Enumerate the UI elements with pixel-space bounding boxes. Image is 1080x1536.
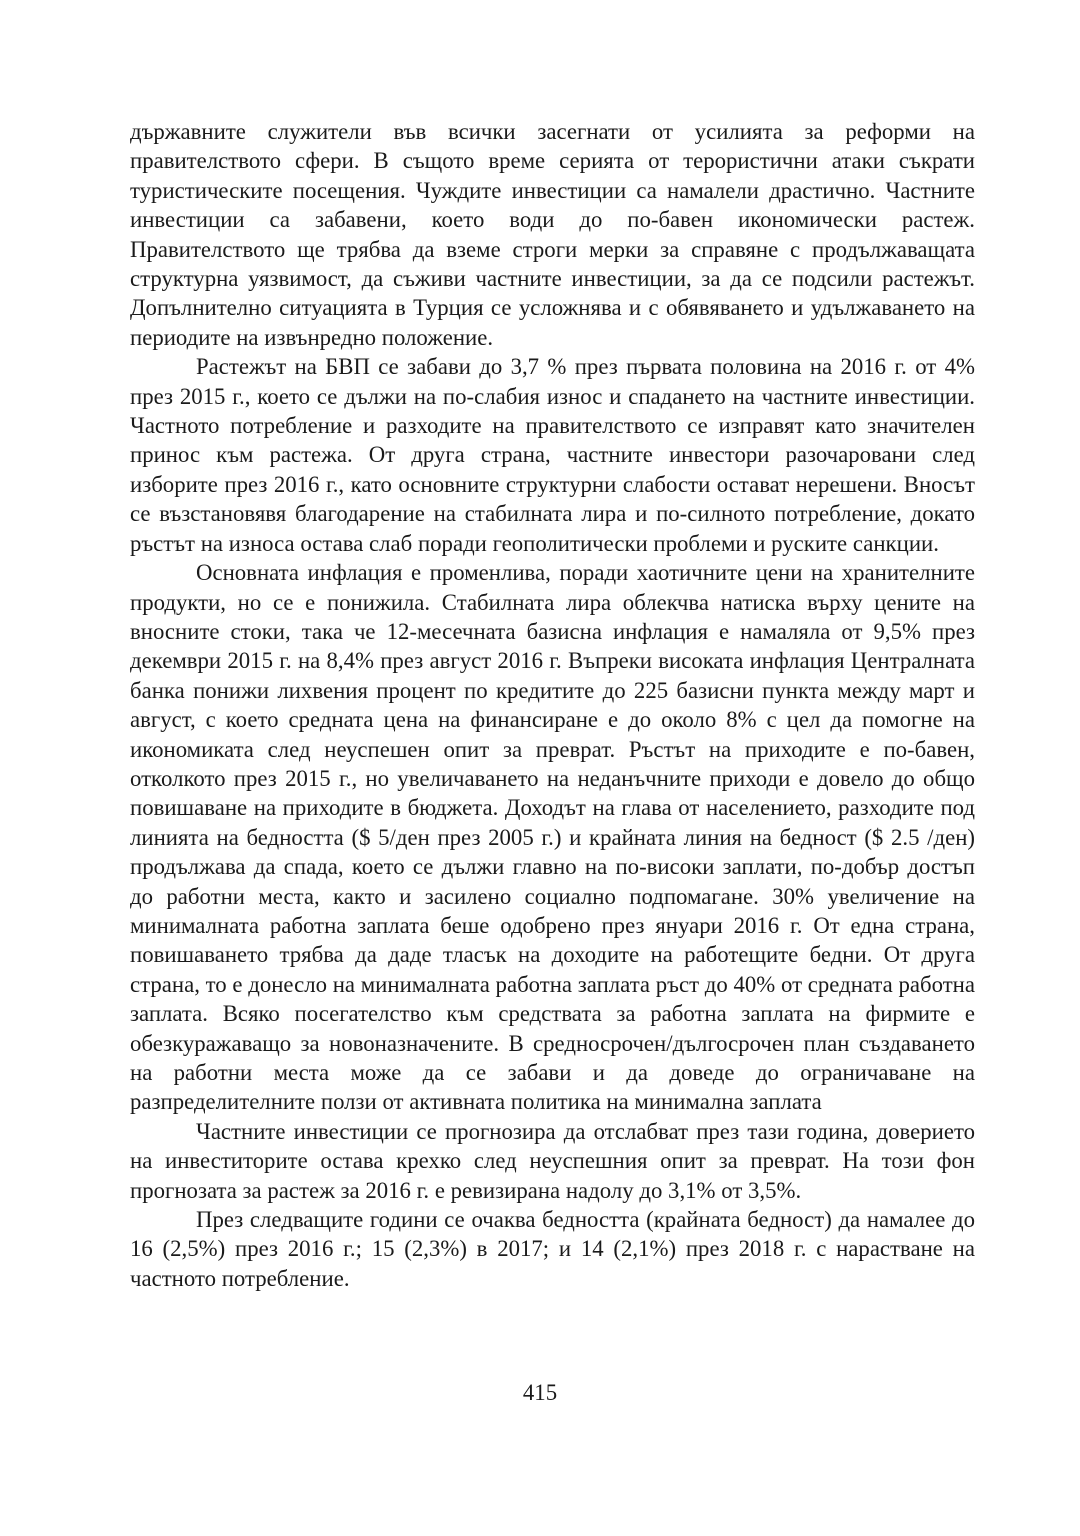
paragraph-5: През следващите години се очаква бедността (крайната бедност) да намалее до 16 (2,5%) през 2016 г.; 15 (2,3%) в 2017; и 14 (2,1%) през 2018 г. с нарастване на частното потребление.	[130, 1207, 975, 1291]
page-body	[130, 117, 975, 1293]
page-number: 415	[522, 1380, 558, 1405]
paragraph-3: Основната инфлация е променлива, поради хаотичните цени на хранителните продукти, но се е понижила. Стабилната лира облекчва натиска върху цените на вносните стоки, така че 12-месечната базисна инфлация е намаляла от 9,5% през декември 2015 г. на 8,4% през август 2016 г. Въпреки високата инфлация Централната банка понижи лихвения процент по кредитите до 225 базисни пункта между март и август, с което средната цена на финансиране е до около 8% с цел да помогне на икономиката след неуспешен опит за преврат. Ръстът на приходите е по-бавен, отколкото през 2015 г., но увеличаването на неданъчните приходи е довело до общо повишаване на приходите в бюджета. Доходът на глава от населението, разходите под линията на бедността ($ 5/ден през 2005 г.) и крайната линия на бедност ($ 2.5 /ден) продължава да спада, което се дължи главно на по-високи заплати, по-добър достъп до работни места, както и засилено социално подпомагане. 30% увеличение на минималната работна заплата беше одобрено през януари 2016 г. От една страна, повишаването трябва да даде тласък на доходите на работещите бедни. От друга страна, то е донесло на минималната работна заплата ръст до 40% от средната работна заплата. Всяко посегателство към средствата за работна заплата на фирмите е обезкуражаващо за новоназначените. В средносрочен/дългосрочен план създаването на работни места може да се забави и да доведе до ограничаване на разпределителните ползи от активната политика на минимална заплата	[130, 560, 975, 1115]
paragraph-1: държавните служители във всички засегнати от усилията за реформи на правителството сфери. В същото време серията от терористични атаки съкрати туристическите посещения. Чуждите инвестиции са намалели драстично. Частните инвестиции са забавени, което води до по-бавен икономически растеж. Правителството ще трябва да вземе строги мерки за справяне с продължаващата структурна уязвимост, да съживи частните инвестиции, за да се подсили растежът. Допълнително ситуацията в Турция се усложнява и с обявяването и удължаването на периодите на извънредно положение.	[130, 119, 975, 350]
paragraph-2: Растежът на БВП се забави до 3,7 % през първата половина на 2016 г. от 4% през 2015 г., което се дължи на по-слабия износ и спадането на частните инвестиции. Частното потребление и разходите на правителството се изправят като значителен принос към растежа. От друга страна, частните инвестори разочаровани след изборите през 2016 г., като основните структурни слабости остават нерешени. Вносът се възстановявя благодарение на стабилната лира и по-силното потребление, докато ръстът на износа остава слаб поради геополитически проблеми и руските санкции.	[130, 354, 975, 556]
paragraph-4: Частните инвестиции се прогнозира да отслабват през тази година, доверието на инвеститорите остава крехко след неуспешния опит за преврат. На този фон прогнозата за растеж за 2016 г. е ревизирана надолу до 3,1% от 3,5%.	[130, 1118, 975, 1203]
